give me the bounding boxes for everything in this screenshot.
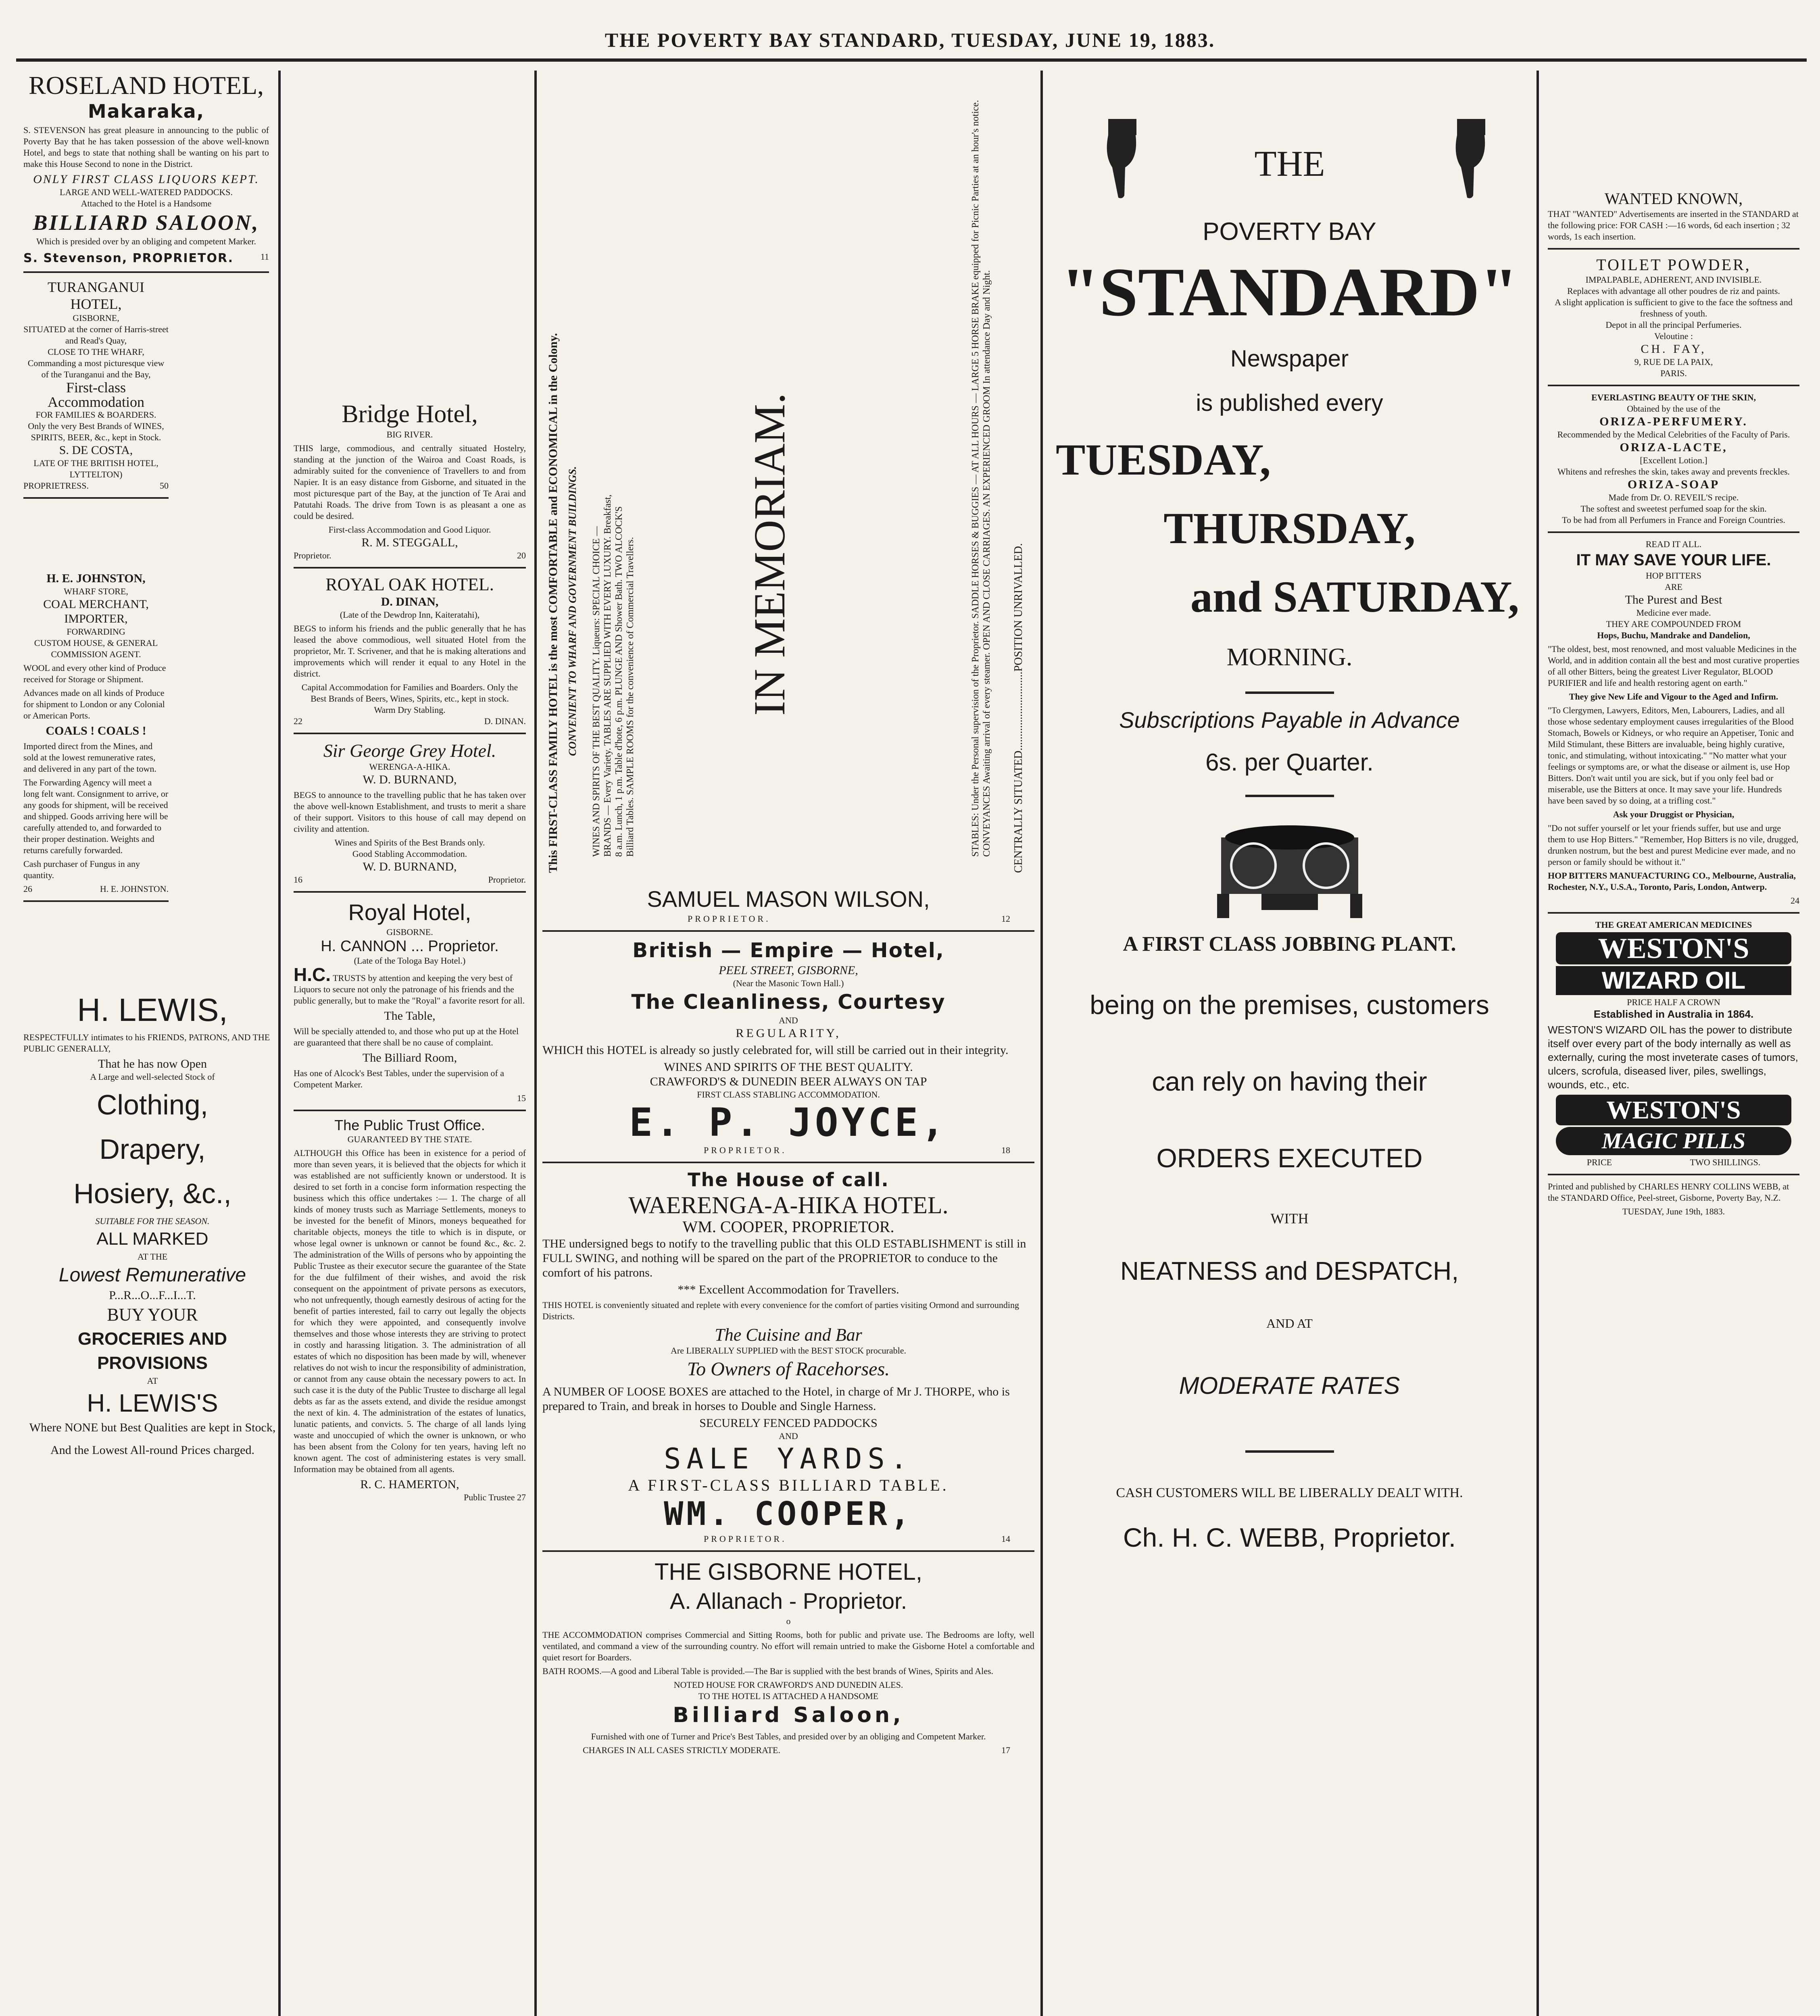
royal-billiard-text: Has one of Alcock's Best Tables, under the supervision of a Competent Marker. (294, 1068, 504, 1089)
turanganui-line: First-class Accommodation (48, 379, 144, 410)
lewis-clothing: Clothing, (96, 1089, 208, 1120)
oriza-line: Made from Dr. O. REVEIL'S recipe. (1608, 492, 1739, 502)
turanganui-line: FOR FAMILIES & BOARDERS. (35, 410, 156, 420)
toilet-title: TOILET POWDER, (1596, 256, 1751, 274)
royal-billiard: The Billiard Room, (362, 1051, 457, 1064)
standard-morning: MORNING. (1226, 644, 1353, 671)
ad-wanted-known (1548, 71, 1799, 242)
standard-saturday: and SATURDAY, (1190, 572, 1519, 621)
royaloak-name: D. DINAN, (381, 595, 439, 608)
divider (294, 567, 526, 569)
lewis-name: H. LEWIS, (77, 992, 228, 1028)
hop-save: IT MAY SAVE YOUR LIFE. (1576, 551, 1771, 569)
memoriam-title: IN MEMORIAM. (745, 393, 794, 716)
empire-reg: REGULARITY, (736, 1027, 841, 1040)
roseland-paddocks: LARGE AND WELL-WATERED PADDOCKS. (60, 187, 233, 197)
hop-are: ARE (1665, 582, 1682, 592)
greygrey-stabling: Good Stabling Accommodation. (352, 849, 467, 859)
divider (294, 891, 526, 893)
imprint-text: Printed and published by CHARLES HENRY COLLINS WEBB, at the STANDARD Office, Peel-street, Gisborne, Poverty Bay, N.Z. (1548, 1181, 1789, 1203)
lewis-marked: ALL MARKED (96, 1229, 208, 1249)
ad-johnston (23, 571, 169, 895)
turanganui-title: TURANGANUI HOTEL, (48, 279, 144, 312)
divider (23, 497, 169, 499)
hop-text3: "Do not suffer yourself or let your friends suffer, but use and urge them to use Hop Bitters." "Remember, Hop Bitters is no vile, drugged, drunken nostrum, but the best and purest Medicine ever made, and no person or family should be without it." (1548, 823, 1799, 867)
weston-logo: WESTON'S (1556, 932, 1791, 964)
ad-royal-oak (294, 574, 526, 727)
weston-great: THE GREAT AMERICAN MEDICINES (1595, 920, 1752, 930)
trust-role: Public Trustee (463, 1492, 515, 1502)
lewis-where: Where NONE but Best Qualities are kept in Stock, (29, 1421, 276, 1434)
trust-text: ALTHOUGH this Office has been in existence for a period of more than seven years, it is believed that the objects for which it was established are not sufficiently known or understood. It is desired to set forth in a concise form information respecting the business which this office undertakes :— 1. The charge of all kinds of money trusts such as Marriage Settlements, moneys to be invested for the benefit of Minors, moneys bequeathed for charitable objects, moneys the title to which is in dispute, or whose legal owner is unknown or cannot be found &c., &c. 2. The administration of the Wills of persons who by appointing the Public Trustee as their executor secure the guarantee of the State for the due fulfilment of their wishes, and avoid the risk consequent on the appointment of private persons as executors, who not unfrequently, though earnestly desirous of acting for the benefit of parties interested, fail to carry out legally the objects for which they were appointed, and consequently involve themselves and those whose interests they are striving to protect in costly and harassing litigation. 3. The administration of all estates of which no disposition has been made by will, whenever relatives do not wish to incur the responsibility of administration, or cannot from any cause obtain the necessary powers to act. In such case it is the duty of the Public Trustee to discharge all legal debts as far as the assets extend, and divide the residue amongst the next of kin. 4. The administration of the estates of lunatics, lunatic patients, and convicts. 5. The charge of all lands lying waste and unoccupied of which the owner is unknown, or who has been absent from the Colony for ten years, having left no known agent. The cost of administering estates is very small. Information may be obtained from all agents. (294, 1148, 526, 1474)
ad-roseland-hotel (23, 71, 269, 266)
oriza-line: The softest and sweetest perfumed soap for the skin. (1580, 504, 1767, 514)
standard-premises: being on the premises, customers (1090, 990, 1489, 1020)
johnston-advances: Advances made on all kinds of Produce for shipment to London or any Colonial or American Ports. (23, 688, 165, 721)
ad-public-trust (294, 1117, 526, 1503)
gisborne-title: THE GISBORNE HOTEL, (655, 1559, 922, 1585)
greygrey-sign: W. D. BURNAND, (363, 860, 457, 873)
standard-published: is published every (1196, 390, 1383, 416)
turanganui-place: GISBORNE, (73, 313, 119, 323)
standard-jobbing: A FIRST CLASS JOBBING PLANT. (1123, 933, 1456, 956)
toilet-vel: Veloutine : (1654, 331, 1693, 341)
bridge-prop: Proprietor. (294, 550, 331, 560)
hop-give: They give New Life and Vigour to the Aged and Infirm. (1569, 691, 1778, 702)
wanted-title: WANTED KNOWN, (1604, 190, 1743, 208)
trust-title: The Public Trust Office. (334, 1117, 485, 1133)
royaloak-sign: D. DINAN. (484, 716, 526, 726)
empire-prop: PROPRIETOR. (704, 1145, 787, 1155)
johnston-sign: H. E. JOHNSTON. (100, 884, 169, 894)
johnston-line: WHARF STORE, (64, 586, 128, 596)
oriza-line: ORIZA-PERFUMERY. (1599, 415, 1748, 428)
standard-thursday: THURSDAY, (1163, 504, 1416, 553)
hop-made: Medicine ever made. (1636, 608, 1711, 618)
column-rule-2 (534, 71, 537, 2016)
roseland-attached: Attached to the Hotel is a Handsome (81, 198, 212, 208)
toilet-addr: 9, RUE DE LA PAIX, (1634, 357, 1713, 367)
memoriam-number: 12 (1001, 914, 1010, 924)
gisborne-furnished: Furnished with one of Turner and Price's Best Tables, and presided over by an obliging and Competent Marker. (591, 1731, 986, 1741)
standard-neatness: NEATNESS and DESPATCH, (1120, 1256, 1459, 1285)
ad-hop-bitters (1548, 539, 1799, 906)
toilet-sub: IMPALPABLE, ADHERENT, AND INVISIBLE. (1585, 275, 1762, 285)
hop-purest: The Purest and Best (1625, 593, 1722, 606)
bridge-place: BIG RIVER. (386, 429, 433, 439)
imprint-date: TUESDAY, June 19th, 1883. (1622, 1206, 1725, 1216)
johnston-wool: WOOL and every other kind of Produce received for Storage or Shipment. (23, 663, 166, 684)
empire-near: (Near the Masonic Town Hall.) (733, 978, 844, 988)
lewis-at: AT THE (137, 1252, 168, 1262)
oriza-line: Recommended by the Medical Celebrities of the Faculty of Paris. (1557, 429, 1790, 439)
standard-newspaper: Newspaper (1230, 346, 1349, 372)
toilet-paris: PARIS. (1660, 368, 1687, 378)
royaloak-title: ROYAL OAK HOTEL. (325, 575, 494, 594)
empire-and: AND (779, 1015, 798, 1025)
empire-place: PEEL STREET, GISBORNE, (719, 964, 858, 977)
ad-westons (1548, 919, 1799, 1168)
empire-beer: CRAWFORD'S & DUNEDIN BEER ALWAYS ON TAP (650, 1075, 927, 1088)
lewis-drapery: Drapery, (99, 1133, 206, 1165)
empire-wines: WINES AND SPIRITS OF THE BEST QUALITY. (664, 1060, 913, 1074)
standard-tuesday: TUESDAY, (1056, 435, 1271, 484)
empire-name: E. P. JOYCE, (629, 1100, 948, 1145)
bridge-text: THIS large, commodious, and centrally situated Hostelry, standing at the junction of the Wairoa and Coast Roads, is admirably suited for the convenience of Travellers to and from Napier. It is an easy distance from Gisborne, and situated in the most picturesque part of the Bay, at the junction of Te Arai and Patutahi Roads. The drive from Town is as pleasant a one as could be desired. (294, 443, 526, 521)
hop-ask: Ask your Druggist or Physician, (1613, 809, 1735, 819)
divider (542, 1162, 1034, 1163)
royal-table: The Table, (384, 1009, 436, 1023)
roseland-number: 11 (260, 252, 269, 262)
lewis-buy: BUY YOUR (107, 1305, 198, 1325)
lewis-groceries: GROCERIES AND PROVISIONS (78, 1329, 227, 1373)
empire-stabling: FIRST CLASS STABLING ACCOMMODATION. (697, 1089, 880, 1100)
oriza-line: ORIZA-LACTE, (1620, 441, 1728, 454)
turanganui-number: 50 (160, 481, 169, 491)
divider (1548, 1174, 1799, 1175)
greygrey-place: WERENGA-A-HIKA. (369, 762, 450, 772)
gisborne-text: THE ACCOMMODATION comprises Commercial and Sitting Rooms, both for public and private use. The Bedrooms are lofty, well ventilated, and command a view of the surrounding country. No effort will remain untried to make the Gisborne Hotel a comfortable and quiet resort for Boarders. (542, 1630, 1034, 1662)
ad-h-lewis (23, 991, 281, 1458)
johnston-line: COAL MERCHANT, IMPORTER, (43, 598, 149, 625)
royal-title: Royal Hotel, (348, 900, 471, 925)
hop-read: READ IT ALL. (1645, 539, 1702, 549)
roseland-title: ROSELAND HOTEL, (28, 71, 264, 100)
waerenga-yards: SALE YARDS. (664, 1442, 913, 1475)
waerenga-cuisine: The Cuisine and Bar (715, 1325, 862, 1345)
gisborne-number: 17 (1001, 1745, 1010, 1755)
gisborne-name: A. Allanach - Proprietor. (669, 1588, 907, 1614)
divider (542, 1550, 1034, 1552)
ad-toilet-powder (1548, 255, 1799, 379)
toilet-fay: CH. FAY, (1641, 342, 1707, 356)
greygrey-prop: Proprietor. (488, 875, 526, 885)
gisborne-charges: CHARGES IN ALL CASES STRICTLY MODERATE. (583, 1745, 780, 1755)
roseland-billiard: BILLIARD SALOON, (33, 210, 260, 235)
lewis-season: SUITABLE FOR THE SEASON. (95, 1216, 210, 1226)
column-5 (1541, 71, 1807, 2016)
ad-in-memoriam (542, 71, 1034, 885)
divider (1548, 248, 1799, 250)
waerenga-supplied: Are LIBERALLY SUPPLIED with the BEST STOCK procurable. (670, 1345, 906, 1356)
bridge-name: R. M. STEGGALL, (361, 536, 458, 549)
royaloak-number: 22 (294, 716, 302, 726)
waerenga-and: AND (779, 1431, 798, 1441)
column-rule-4 (1536, 71, 1539, 2016)
divider (294, 1110, 526, 1111)
waerenga-title: WAERENGA-A-HIKA HOTEL. (628, 1192, 949, 1218)
lewis-lewiss: H. LEWIS'S (87, 1389, 218, 1417)
oriza-line: ORIZA-SOAP (1627, 478, 1720, 491)
gisborne-saloon: Billiard Saloon, (673, 1703, 904, 1727)
hop-from: Hops, Buchu, Mandrake and Dandelion, (1597, 630, 1750, 640)
standard-subs: Subscriptions Payable in Advance (1119, 707, 1460, 733)
empire-which: WHICH this HOTEL is already so justly celebrated for, will still be carried out in their integrity. (542, 1043, 1009, 1057)
oriza-line: [Excellent Lotion.] (1640, 455, 1707, 465)
ad-turanganui-hotel (23, 279, 169, 492)
empire-number: 18 (1001, 1145, 1010, 1155)
johnston-name: H. E. JOHNSTON, (46, 572, 146, 585)
printing-press-icon (1205, 813, 1374, 922)
waerenga-text: THE undersigned begs to notify to the travelling public that this OLD ESTABLISHMENT is still in FULL SWING, and nothing will be spared on the part of the PROPRIETOR to conduce to the comfort of his patrons. (542, 1237, 1026, 1279)
bridge-title: Bridge Hotel, (342, 400, 478, 428)
johnston-line: FORWARDING (67, 627, 125, 637)
ad-oriza (1548, 392, 1799, 526)
divider (542, 930, 1034, 932)
lewis-line: That he has now Open (98, 1057, 207, 1070)
turanganui-line: SITUATED at the corner of Harris-street and Read's Quay, (23, 324, 169, 346)
johnston-coals-text: Imported direct from the Mines, and sold at the lowest remunerative rates, and delivered in any part of the town. (23, 741, 156, 774)
oriza-line: EVERLASTING BEAUTY OF THE SKIN, (1591, 392, 1756, 402)
turanganui-late: LATE OF THE BRITISH HOTEL, LYTTELTON) (33, 458, 158, 479)
standard-moderate: MODERATE RATES (1179, 1372, 1400, 1399)
memoriam-vert-right: CENTRALLY SITUATED............................POSITION UNRIVALLED. (1012, 543, 1025, 873)
waerenga-owners: To Owners of Racehorses. (687, 1358, 890, 1380)
lewis-hosiery: Hosiery, &c., (73, 1178, 231, 1209)
roseland-place: Makaraka, (88, 100, 205, 122)
royal-table-text: Will be specially attended to, and those who put up at the Hotel are guaranteed that there shall be no cause of complaint. (294, 1026, 519, 1048)
royaloak-stabling: Warm Dry Stabling. (374, 705, 446, 715)
imprint (1548, 1181, 1799, 1217)
lewis-intro: RESPECTFULLY intimates to his FRIENDS, PATRONS, AND THE PUBLIC GENERALLY, (23, 1032, 270, 1054)
weston-est: Established in Australia in 1864. (1593, 1008, 1754, 1020)
roseland-proprietor: S. Stevenson, PROPRIETOR. (23, 251, 234, 265)
divider (1548, 531, 1799, 533)
turanganui-prop: PROPRIETRESS. (23, 481, 89, 491)
weston-text: WESTON'S WIZARD OIL has the power to distribute itself over every part of the body internally as well as externally, curing the most inveterate cases of tumors, ulcers, scrofula, diseased liver, piles, swellings, wounds, etc., etc. (1548, 1024, 1798, 1091)
royal-place: GISBORNE. (386, 927, 433, 937)
turanganui-line: CLOSE TO THE WHARF, (48, 347, 144, 357)
weston-wizard: WIZARD OIL (1556, 966, 1791, 995)
roseland-intro: S. STEVENSON has great pleasure in announcing to the public of Poverty Bay that he has taken possession of the above well-known Hotel, and begs to state that nothing shall be wanting on his part to make this House Second to none in the District. (23, 125, 269, 169)
waerenga-billiard: A FIRST-CLASS BILLIARD TABLE. (628, 1476, 949, 1494)
standard-with: WITH (1270, 1210, 1309, 1227)
lewis-at2: AT (147, 1376, 158, 1386)
memoriam-wines: WINES AND SPIRITS OF THE BEST QUALITY. Liqueurs: SPECIAL CHOICE — BRANDS — Every Variety. TABLES ARE SUPPLIED WITH EVERY LUXURY. Breakfast, 8 a.m. Lunch, 1 p.m. Table d'hote, 6 p.m. PLUNGE AND Shower Bath. TWO ALCOCK'S Billiard Tables. SAMPLE ROOMS for the convenience of Commercial Travellers. (591, 494, 636, 857)
gisborne-attached: TO THE HOTEL IS ATTACHED A HANDSOME (698, 1691, 879, 1701)
column-2 (286, 399, 533, 2016)
trust-number: 27 (517, 1492, 526, 1502)
lewis-line: A Large and well-selected Stock of (90, 1072, 215, 1082)
toilet-replaces: Replaces with advantage all other poudres de riz and paints. (1567, 286, 1780, 296)
divider (294, 733, 526, 734)
lewis-and: And the Lowest All-round Prices charged. (50, 1443, 254, 1457)
divider (23, 271, 269, 273)
standard-the: THE (1254, 144, 1325, 184)
oriza-line: Obtained by the use of the (1627, 404, 1720, 414)
standard-pb: POVERTY BAY (1203, 218, 1376, 246)
ad-british-empire (542, 937, 1034, 1156)
standard-rely: can rely on having their (1152, 1066, 1427, 1096)
oriza-line: To be had from all Perfumers in France and Foreign Countries. (1562, 515, 1785, 525)
waerenga-fenced: SECURELY FENCED PADDOCKS (699, 1416, 878, 1430)
royaloak-capital: Capital Accommodation for Families and Boarders. Only the Best Brands of Beers, Wines, Spirits, etc., kept in stock. (301, 682, 518, 704)
standard-title: "STANDARD" (1061, 254, 1518, 331)
turanganui-line: Commanding a most picturesque view of the Turanganui and the Bay, (27, 358, 165, 379)
greygrey-wines: Wines and Spirits of the Best Brands only. (334, 837, 485, 848)
trust-sign: R. C. HAMERTON, (360, 1478, 459, 1491)
royal-hc: H.C. (294, 964, 331, 985)
waerenga-excellent: *** Excellent Accommodation for Travellers. (678, 1283, 899, 1296)
royal-name: H. CANNON ... Proprietor. (321, 938, 499, 955)
ad-gisborne-hotel: THE GISBORNE HOTEL, A. Allanach - Proprietor. o THE ACCOMMODATION comprises Commercial and Sitting Rooms, both for public and private use. The Bedrooms are lofty, well ventilated, and command a view of the surrounding country. No effort will remain untried to make the Gisborne Hotel a comfortable and quiet resort for Boarders. BATH ROOMS.—A good and Liberal Table is provided.—The Bar is supplied with the best brands of Wines, Spirits and Ales. NOTED HOUSE FOR CRAWFORD'S AND DUNEDIN ALES. TO THE HOTEL IS ATTACHED A HANDSOME Billiard Saloon, Furnished with one of Turner and Price's Best Tables, and presided over by an obliging and Competent Marker. CHARGES IN ALL CASES STRICTLY MODERATE. 17 (542, 1558, 1034, 1756)
royaloak-late: (Late of the Dewdrop Inn, Kaiteratahi), (340, 610, 480, 620)
weston-price: PRICE HALF A CROWN (1627, 997, 1720, 1007)
standard-price: 6s. per Quarter. (1205, 749, 1374, 776)
waerenga-sign: WM. COOPER, (664, 1495, 913, 1533)
trust-sub: GUARANTEED BY THE STATE. (347, 1134, 472, 1144)
bridge-accom: First-class Accommodation and Good Liquor. (328, 525, 491, 535)
hop-text: "The oldest, best, most renowned, and most valuable Medicines in the World, and in addition contain all the best and most curative properties of all other Bitters, being the greatest Liver Regulator, BLOOD PURIFIER and life and health restoring agent on earth." (1548, 644, 1799, 688)
ad-bridge-hotel (294, 399, 526, 561)
standard-orders: ORDERS EXECUTED (1156, 1143, 1423, 1173)
weston-p2: TWO SHILLINGS. (1690, 1157, 1761, 1167)
weston-logo-2: WESTON'S (1556, 1095, 1791, 1125)
turanganui-line: Only the very Best Brands of WINES, SPIRITS, BEER, &c., kept in Stock. (28, 421, 164, 442)
toilet-depot: Depot in all the principal Perfumeries. (1605, 320, 1742, 330)
waerenga-name: WM. COOPER, PROPRIETOR. (682, 1218, 894, 1236)
greygrey-name: W. D. BURNAND, (363, 773, 457, 786)
memoriam-stables: STABLES: Under the Personal supervision of the Proprietor. SADDLE HORSES & BUGGIES — AT ALL HOURS — LARGE 5 HORSE BRAKE equipped for Picnic Parties at an hour's notice. CONVEYANCES Awaiting arrival of every steamer. OPEN AND CLOSE CARRIAGES. AN EXPERIENCED GROOM In attendance Day and Night. (970, 100, 992, 857)
waerenga-boxes: A NUMBER OF LOOSE BOXES are attached to the Hotel, in charge of Mr J. THORPE, who is prepared to Train, and break in horses to Double and Single Harness. (542, 1385, 1010, 1413)
greygrey-title: Sir George Grey Hotel. (323, 740, 496, 761)
greygrey-text: BEGS to announce to the travelling public that he has taken over the above well-known Establishment, and trusts to merit a share of their support. Visitors to this house of call may depend on civility and attention. (294, 790, 526, 834)
empire-clean: The Cleanliness, Courtesy (631, 990, 946, 1014)
hop-co: HOP BITTERS MANUFACTURING CO., Melbourne, Australia, Rochester, N.Y., U.S.A., Toronto, Paris, London, Antwerp. (1548, 871, 1796, 892)
divider (23, 900, 169, 902)
bridge-number: 20 (517, 550, 526, 560)
memoriam-name: SAMUEL MASON WILSON, (647, 886, 930, 912)
waerenga-house: The House of call. (688, 1169, 889, 1191)
divider (1548, 912, 1799, 914)
lewis-profit: P...R...O...F...I...T. (109, 1289, 196, 1302)
masthead-rule (16, 58, 1807, 62)
johnston-line: CUSTOM HOUSE, & GENERAL COMMISSION AGENT. (34, 638, 158, 659)
toilet-slight: A slight application is sufficient to give to the face the softness and freshness of youth. (1555, 297, 1793, 319)
memoriam-vert-left: This FIRST-CLASS FAMILY HOTEL is the most COMFORTABLE and ECONOMICAL in the Colony. (546, 333, 560, 873)
memoriam-prop: PROPRIETOR. (688, 914, 771, 924)
waerenga-prop: PROPRIETOR. (704, 1534, 787, 1544)
lewis-lowest: Lowest Remunerative (58, 1264, 246, 1286)
weston-magic: MAGIC PILLS (1556, 1127, 1791, 1155)
roseland-presided: Which is presided over by an obliging and competent Marker. (36, 236, 256, 246)
column-1 (16, 71, 276, 2016)
column-3 (538, 71, 1038, 2016)
hop-text2: "To Clergymen, Lawyers, Editors, Men, Labourers, Ladies, and all those whose sedentary employment causes irregularities of the Blood Stomach, Bowels or Kidneys, or who require an Appetiser, Tonic and Mild Stimulant, these Bitters are invaluable, being highly curative, tonic, and stimulating, without intoxicating." "No matter what your feelings or symptoms are, or what the disease or ailment is, use Hop Bitters. Don't wait until you are sick, but if you only feel bad or miserable, use the Bitters at once. It may save your life. Hundreds have been saved by so doing, at a trifling cost." (1548, 705, 1794, 806)
standard-andat: AND AT (1266, 1316, 1313, 1331)
column-rule-1-lower (278, 399, 281, 2016)
greygrey-number: 16 (294, 875, 302, 885)
gisborne-bath: BATH ROOMS.—A good and Liberal Table is provided.—The Bar is supplied with the best brands of Wines, Spirits and Ales. (542, 1666, 994, 1676)
masthead: THE POVERTY BAY STANDARD, TUESDAY, JUNE 19, 1883. (605, 29, 1215, 51)
gisborne-noted: NOTED HOUSE FOR CRAWFORD'S AND DUNEDIN ALES. (673, 1680, 903, 1690)
column-4 (1044, 71, 1534, 2016)
ad-royal-hotel (294, 898, 526, 1104)
johnston-cash: Cash purchaser of Fungus in any quantity. (23, 859, 140, 880)
hop-comp: THEY ARE COMPOUNDED FROM (1606, 619, 1741, 629)
memoriam-vert-left2: CONVENIENT TO WHARF AND GOVERNMENT BUILDINGS. (567, 466, 578, 756)
royaloak-text: BEGS to inform his friends and the public generally that he has leased the above commodious, well situated Hotel from the proprietor, Mr. T. Scrivener, and that he is making alterations and improvements which will render it equal to any Hotel in the district. (294, 623, 526, 679)
standard-sign: Ch. H. C. WEBB, Proprietor. (1123, 1522, 1456, 1552)
wanted-text: THAT "WANTED" Advertisements are inserted in the STANDARD at the following price: FOR CASH :—16 words, 6d each insertion ; 32 words, 1s each insertion. (1548, 209, 1799, 242)
waerenga-conv: THIS HOTEL is conveniently situated and replete with every convenience for the comfort of parties visiting Ormond and surrounding Districts. (542, 1300, 1019, 1321)
standard-cash: CASH CUSTOMERS WILL BE LIBERALLY DEALT WITH. (1116, 1485, 1463, 1500)
column-rule-3 (1040, 71, 1043, 2016)
johnston-number: 26 (23, 884, 32, 894)
roseland-liquors: ONLY FIRST CLASS LIQUORS KEPT. (33, 173, 259, 186)
royal-number: 15 (517, 1093, 526, 1103)
empire-title: British — Empire — Hotel, (632, 939, 944, 962)
royal-late: (Late of the Tologa Bay Hotel.) (354, 956, 466, 966)
johnston-forwarding: The Forwarding Agency will meet a long felt want. Consignment to arrive, or any goods for shipment, will be received and shipped. Goods arriving here will be carefully attended to, and forwarded to their proper destination. Weights and returns carefully forwarded. (23, 777, 169, 855)
turanganui-name: S. DE COSTA, (59, 444, 133, 457)
weston-p1: PRICE (1587, 1157, 1612, 1167)
hop-hb: HOP BITTERS (1646, 571, 1701, 581)
royal-text: TRUSTS by attention and keeping the very best of Liquors to secure not only the patronage of his friends and the public generally, but to make the "Royal" a favorite resort for all. (294, 973, 525, 1006)
oriza-line: Whitens and refreshes the skin, takes away and prevents freckles. (1557, 467, 1790, 477)
ad-sir-george-grey (294, 740, 526, 885)
ad-waerenga-hotel (542, 1169, 1034, 1545)
johnston-coals: COALS ! COALS ! (46, 724, 146, 737)
hop-number: 24 (1791, 896, 1799, 906)
waerenga-number: 14 (1001, 1534, 1010, 1544)
divider (1548, 385, 1799, 386)
